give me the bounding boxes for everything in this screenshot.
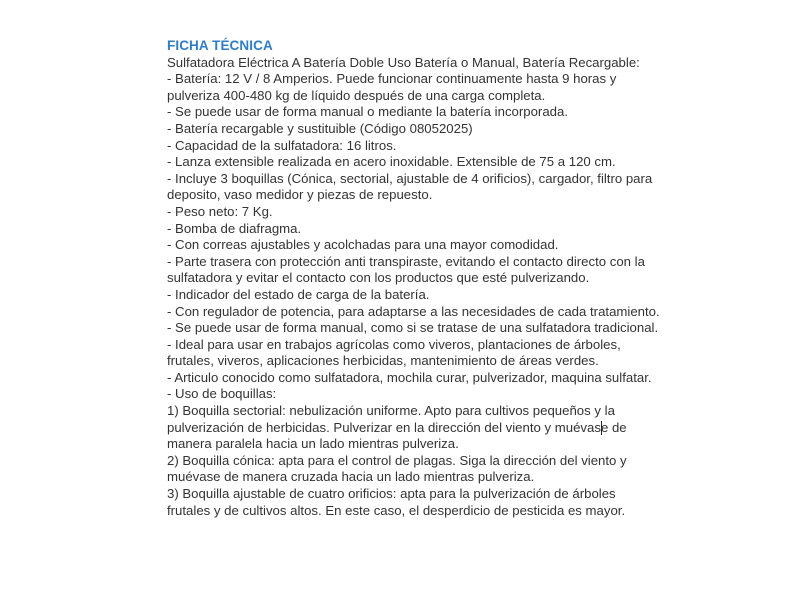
spec-line-padded-straps: - Con correas ajustables y acolchadas para una mayor comodidad. xyxy=(167,237,559,253)
technical-specification-block xyxy=(167,38,661,519)
spec-line-nozzle-sectorial-after-caret: e de manera paralela hacia un lado mientras pulveriza. xyxy=(167,419,627,452)
spec-line-nozzle-usage-header: - Uso de boquillas: xyxy=(167,386,277,402)
spec-line-manual-use: - Se puede usar de forma manual, como si se tratase de una sulfatadora tradicional. xyxy=(167,320,659,336)
spec-line-replaceable-battery-code: - Batería recargable y sustituible (Código 08052025) xyxy=(167,120,473,136)
spec-line-nozzle-adjustable: 3) Boquilla ajustable de cuatro orificios: apta para la pulverización de árboles frutales y de cultivos altos. En este caso, el desperdicio de pesticida es mayor. xyxy=(167,486,626,518)
specification-body[interactable] xyxy=(167,55,661,520)
spec-line-back-protection: - Parte trasera con protección anti transpiraste, evitando el contacto directo con la sulfatadora y evitar el contacto con los productos que esté pulverizando. xyxy=(167,253,645,286)
spec-line-nozzle-conical: 2) Boquilla cónica: apta para el control de plagas. Siga la dirección del viento y muévase de manera cruzada hacia un lado mientras pulveriza. xyxy=(167,452,627,485)
spec-line-included-nozzles: - Incluye 3 boquillas (Cónica, sectorial, ajustable de 4 orificios), cargador, filtro para deposito, vaso medidor y piezas de repuesto. xyxy=(167,170,653,203)
spec-line-net-weight: - Peso neto: 7 Kg. xyxy=(167,203,273,219)
spec-line-battery: - Batería: 12 V / 8 Amperios. Puede funcionar continuamente hasta 9 horas y pulveriza 400-480 kg de líquido después de una carga completa. xyxy=(167,71,617,103)
spec-line-agricultural-uses: - Ideal para usar en trabajos agrícolas como viveros, plantaciones de árboles, frutales, viveros, aplicaciones herbicidas, mantenimiento de áreas verdes. xyxy=(167,336,621,369)
spec-line-nozzle-sectorial-before-caret: 1) Boquilla sectorial: nebulización uniforme. Apto para cultivos pequeños y la pulverización de herbicidas. Pulverizar en la dirección del viento y muévas xyxy=(167,403,615,435)
spec-line-diaphragm-pump: - Bomba de diafragma. xyxy=(167,220,302,236)
spec-line-power-regulator: - Con regulador de potencia, para adaptarse a las necesidades de cada tratamiento. xyxy=(167,303,660,319)
spec-line-tank-capacity: - Capacidad de la sulfatadora: 16 litros. xyxy=(167,137,397,153)
spec-line-manual-or-battery: - Se puede usar de forma manual o mediante la batería incorporada. xyxy=(167,104,568,120)
spec-line-nozzle-sectorial[interactable] xyxy=(167,403,661,453)
page-title: FICHA TÉCNICA xyxy=(167,38,273,53)
spec-line-charge-indicator: - Indicador del estado de carga de la batería. xyxy=(167,286,430,302)
spec-line-known-as: - Articulo conocido como sulfatadora, mochila curar, pulverizador, maquina sulfatar. xyxy=(167,369,652,385)
spec-line-extensible-lance: - Lanza extensible realizada en acero inoxidable. Extensible de 75 a 120 cm. xyxy=(167,154,616,170)
spec-line-product-name: Sulfatadora Eléctrica A Batería Doble Uso Batería o Manual, Batería Recargable: xyxy=(167,54,640,70)
